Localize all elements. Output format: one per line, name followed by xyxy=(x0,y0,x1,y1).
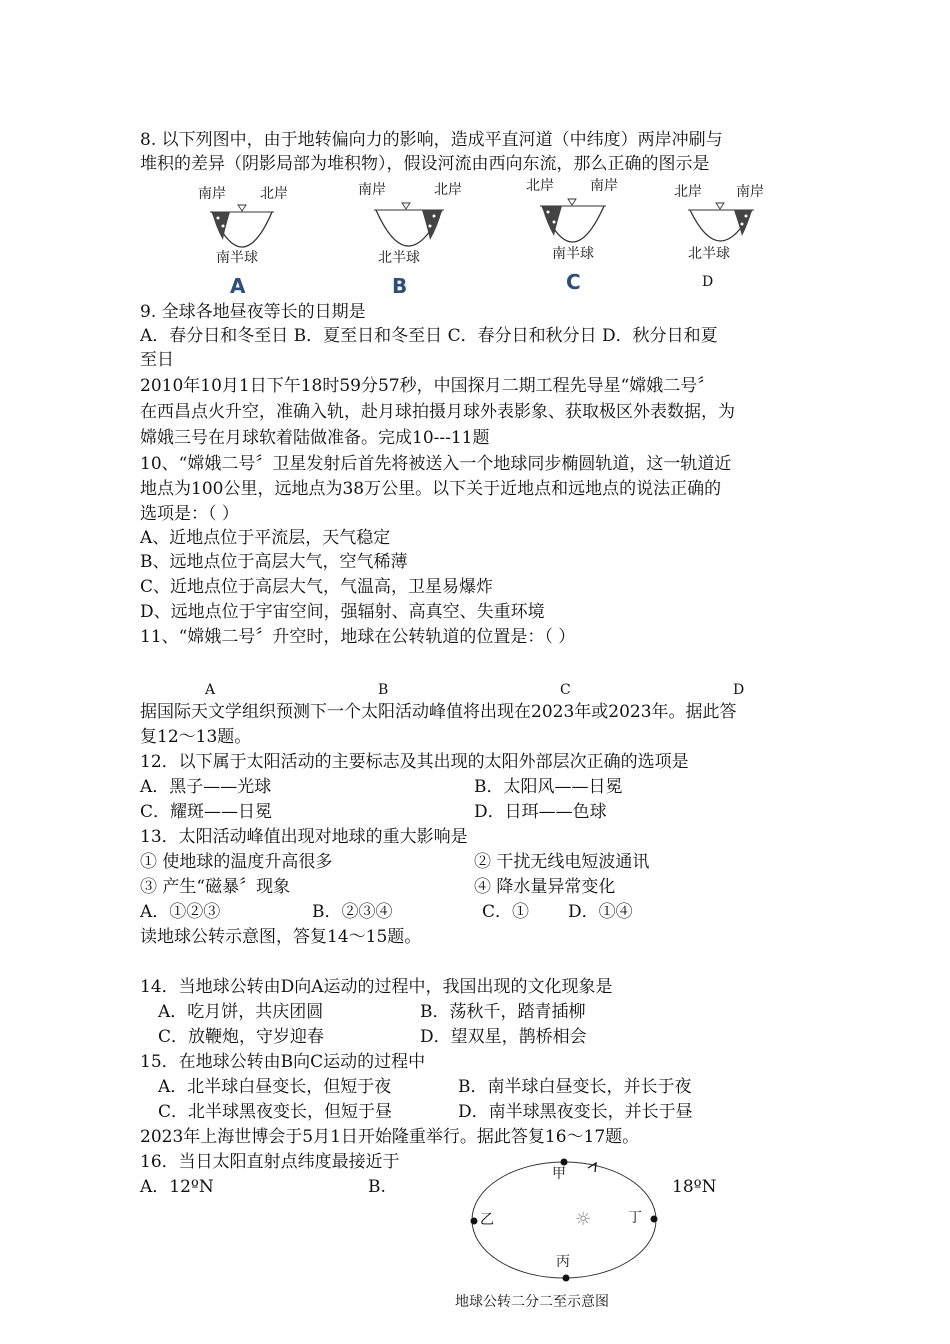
fig-b-hemisphere: 北半球 xyxy=(378,250,420,266)
q14-option-d: D．望双星，鹊桥相会 xyxy=(420,1027,587,1047)
q12-option-b: B．太阳风——日冕 xyxy=(474,777,623,797)
q15-option-c: C．北半球黑夜变长，但短于昼 xyxy=(158,1102,393,1122)
fig-c-right-label: 南岸 xyxy=(590,178,618,194)
q16-stem: 16．当日太阳直射点纬度最接近于 xyxy=(140,1152,400,1172)
q10-option-c: C、近地点位于高层大气，气温高，卫星易爆炸 xyxy=(140,577,494,597)
q13-option-d: D．①④ xyxy=(568,902,633,922)
fig-b-right-label: 北岸 xyxy=(434,182,462,198)
q13-option-a: A．①②③ xyxy=(140,902,221,922)
q16-option-d: 18ºN xyxy=(672,1177,717,1197)
orbit-label-right: 丁 xyxy=(628,1210,642,1226)
orbit-point-right xyxy=(651,1216,658,1223)
q13-item-3: ③ 产生“磁暴〞现象 xyxy=(140,877,291,897)
q9-stem: 9. 全球各地昼夜等长的日期是 xyxy=(140,302,366,322)
q9-options-line1: A．春分日和冬至日 B．夏至日和冬至日 C．春分日和秋分日 D．秋分日和夏 xyxy=(140,326,718,346)
passage1-line2: 在西昌点火升空，准确入轨，赴月球拍摄月球外表影象、获取极区外表数据，为 xyxy=(140,402,735,422)
fig-d-letter: D xyxy=(702,274,714,290)
q16-option-b: B. xyxy=(368,1177,386,1197)
q11-stem: 11、“嫦娥二号〞升空时，地球在公转轨道的位置是：（ ） xyxy=(140,627,576,647)
q8-figure-b xyxy=(350,174,470,299)
fig-a-hemisphere: 南半球 xyxy=(216,250,258,266)
q11-letter-d: D xyxy=(733,682,745,698)
fig-c-letter: C xyxy=(566,270,581,294)
fig-b-left-label: 南岸 xyxy=(358,182,386,198)
q12-option-c: C．耀斑——日冕 xyxy=(140,802,273,822)
fig-a-left-label: 南岸 xyxy=(198,186,226,202)
fig-c-left-label: 北岸 xyxy=(526,178,554,194)
orbit-label-left: 乙 xyxy=(480,1212,494,1228)
q15-stem: 15．在地球公转由B向C运动的过程中 xyxy=(140,1052,426,1072)
q8-figure-c xyxy=(520,172,640,297)
q13-item-2: ② 干扰无线电短波通讯 xyxy=(474,852,650,872)
passage4-line1: 2023年上海世博会于5月1日开始隆重举行。据此答复16～17题。 xyxy=(140,1127,640,1147)
q8-figure-d xyxy=(670,178,790,298)
q10-option-d: D、远地点位于宇宙空间，强辐射、高真空、失重环境 xyxy=(140,602,545,622)
q11-letter-c: C xyxy=(560,682,571,698)
q15-option-b: B．南半球白昼变长，并长于夜 xyxy=(458,1077,692,1097)
q10-stem-line3: 选项是：（ ） xyxy=(140,504,239,524)
q14-option-c: C．放鞭炮，守岁迎春 xyxy=(158,1027,325,1047)
q14-option-b: B．荡秋千，踏青插柳 xyxy=(420,1002,586,1022)
fig-d-left-label: 北岸 xyxy=(674,184,702,200)
sun-icon: ☼ xyxy=(575,1209,592,1230)
passage1-line1: 2010年10月1日下午18时59分57秒，中国探月二期工程先导星“嫦娥二号〞 xyxy=(140,376,715,396)
orbit-label-top: 甲 xyxy=(552,1166,566,1182)
q12-stem: 12．以下属于太阳活动的主要标志及其出现的太阳外部层次正确的选项是 xyxy=(140,752,689,772)
passage2-line2: 复12～13题。 xyxy=(140,727,252,747)
q8-stem-line1: 8. 以下列图中，由于地转偏向力的影响，造成平直河道（中纬度）两岸冲刷与 xyxy=(140,130,723,150)
q10-stem-line2: 地点为100公里，远地点为38万公里。以下关于近地点和远地点的说法正确的 xyxy=(140,479,722,499)
fig-a-right-label: 北岸 xyxy=(260,186,288,202)
q10-stem-line1: 10、“嫦娥二号〞卫星发射后首先将被送入一个地球同步椭圆轨道，这一轨道近 xyxy=(140,454,732,474)
q16-option-a: A．12ºN xyxy=(140,1177,214,1197)
q15-option-a: A．北半球白昼变长，但短于夜 xyxy=(158,1077,392,1097)
q13-item-1: ① 使地球的温度升高很多 xyxy=(140,852,333,872)
q13-option-b: B．②③④ xyxy=(312,902,393,922)
q12-option-d: D．日珥——色球 xyxy=(474,802,607,822)
orbit-point-bottom xyxy=(563,1275,570,1282)
fig-d-right-label: 南岸 xyxy=(736,184,764,200)
passage1-line3: 嫦娥三号在月球软着陆做准备。完成10---11题 xyxy=(140,428,490,448)
q13-option-c: C．① xyxy=(482,902,530,922)
q10-option-a: A、近地点位于平流层，天气稳定 xyxy=(140,528,391,548)
orbit-point-left xyxy=(471,1218,478,1225)
q11-letter-a: A xyxy=(205,682,216,698)
passage2-line1: 据国际天文学组织预测下一个太阳活动峰值将出现在2023年或2023年。据此答 xyxy=(140,702,737,722)
fig-d-hemisphere: 北半球 xyxy=(688,246,730,262)
q15-option-d: D．南半球黑夜变长，并长于昼 xyxy=(458,1102,693,1122)
q9-options-line2: 至日 xyxy=(140,350,174,370)
q13-stem: 13．太阳活动峰值出现对地球的重大影响是 xyxy=(140,827,468,847)
orbit-caption: 地球公转二分二至示意图 xyxy=(455,1294,609,1310)
orbit-label-bottom: 丙 xyxy=(556,1254,570,1270)
fig-b-letter: B xyxy=(392,274,408,298)
q10-option-b: B、远地点位于高层大气，空气稀薄 xyxy=(140,552,408,572)
q11-letter-b: B xyxy=(378,682,389,698)
fig-c-hemisphere: 南半球 xyxy=(552,246,594,262)
passage3-line1: 读地球公转示意图，答复14～15题。 xyxy=(140,927,422,947)
q13-item-4: ④ 降水量异常变化 xyxy=(474,877,616,897)
q8-figure-a xyxy=(190,176,300,301)
q14-stem: 14．当地球公转由D向A运动的过程中，我国出现的文化现象是 xyxy=(140,977,613,997)
q8-stem-line2: 堆积的差异（阴影局部为堆积物），假设河流由西向东流，那么正确的图示是 xyxy=(140,154,710,174)
fig-a-letter: A xyxy=(230,274,246,298)
q14-option-a: A．吃月饼，共庆团圆 xyxy=(158,1002,324,1022)
q12-option-a: A．黑子——光球 xyxy=(140,777,272,797)
